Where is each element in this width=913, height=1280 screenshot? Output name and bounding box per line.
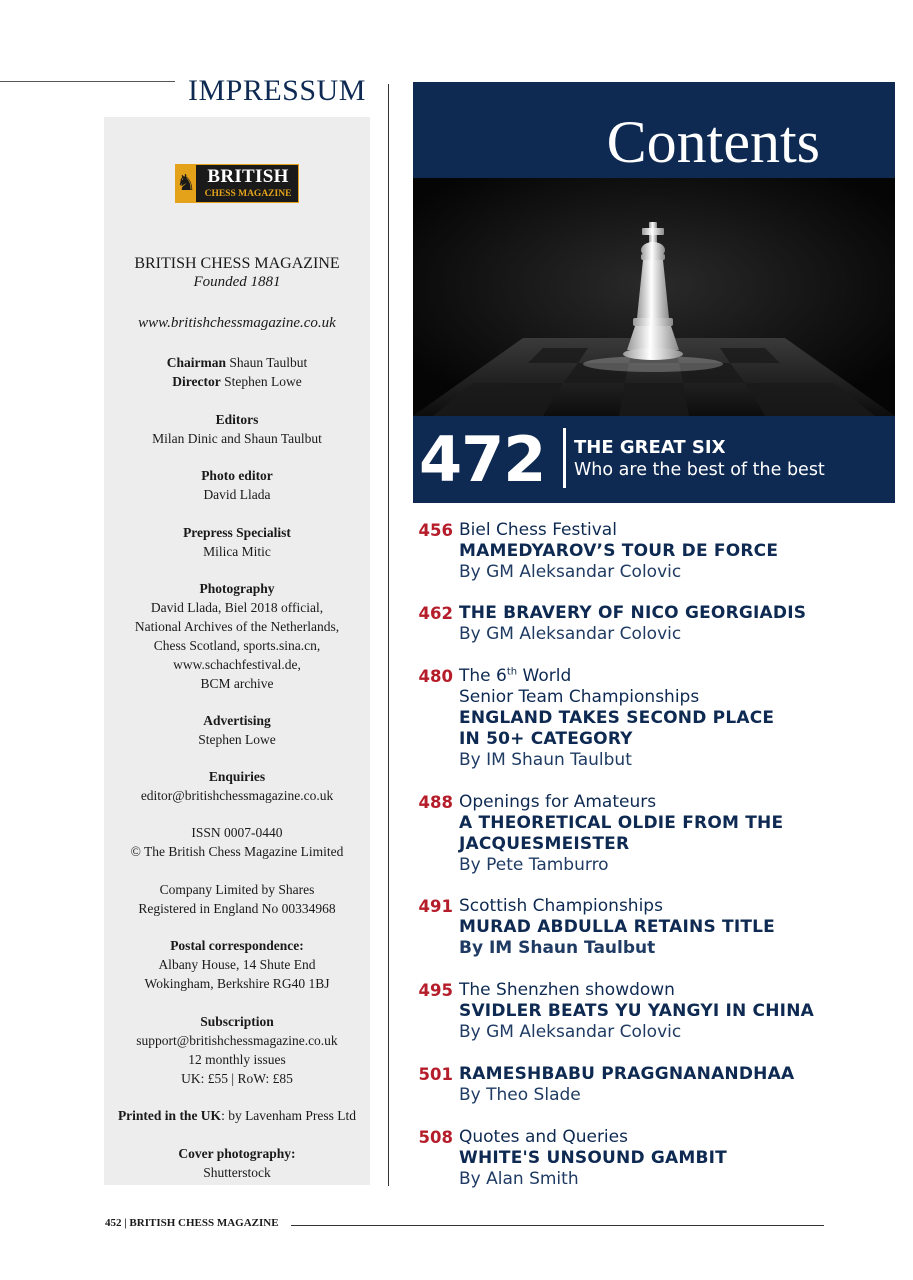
column-divider (388, 84, 389, 1186)
top-rule (0, 81, 175, 82)
entry-intro: Quotes and Queries (459, 1127, 628, 1147)
management (104, 353, 370, 391)
logo-line1: BRITISH (207, 166, 289, 187)
company-block (104, 880, 370, 918)
impressum-title: IMPRESSUM (188, 74, 366, 107)
editors: Milan Dinic and Shaun Taulbut (152, 431, 322, 446)
advertising-label: Advertising (203, 713, 271, 728)
printed-label: Printed in the UK (117, 1108, 222, 1123)
entry-page-number: 488 (418, 793, 453, 812)
contents-header (413, 82, 895, 178)
copyright: © The British Chess Magazine Limited (130, 844, 344, 859)
website: www.britishchessmagazine.co.uk (138, 315, 336, 331)
entry-page-number: 508 (418, 1128, 453, 1147)
contents-title: Contents (606, 109, 820, 175)
director: Stephen Lowe (224, 374, 302, 389)
editors-block (104, 410, 370, 448)
white-king-chess-piece-icon (413, 178, 895, 416)
masthead (104, 254, 370, 292)
photography-block (104, 579, 370, 693)
entry-author: By Alan Smith (459, 1169, 579, 1189)
postal-label: Postal correspondence: (170, 938, 304, 953)
feature-title: THE GREAT SIX (574, 437, 726, 458)
entry-intro: The Shenzhen showdown (459, 980, 675, 1000)
entry-author: By Theo Slade (459, 1085, 581, 1105)
founded: Founded 1881 (193, 274, 281, 290)
feature-page-number: 472 (419, 423, 546, 496)
photography-line: National Archives of the Netherlands, (134, 619, 340, 634)
entry-intro: Biel Chess Festival (459, 520, 617, 540)
postal-block (104, 936, 370, 993)
feature-subtitle: Who are the best of the best (574, 460, 825, 480)
impressum-panel (104, 117, 370, 1185)
subscription-issues: 12 monthly issues (188, 1052, 286, 1067)
enquiries-email: editor@britishchessmagazine.co.uk (140, 788, 334, 803)
magazine-name: BRITISH CHESS MAGAZINE (134, 255, 340, 272)
printed: : by Lavenham Press Ltd (221, 1108, 357, 1123)
logo-line2: CHESS MAGAZINE (204, 189, 292, 199)
enquiries-block (104, 767, 370, 805)
company-line1: Company Limited by Shares (159, 882, 315, 897)
prepress: Milica Mitic (203, 544, 271, 559)
entry-intro: Openings for Amateurs (459, 792, 657, 812)
photo-editor-block (104, 466, 370, 504)
photo-editor: David Llada (203, 487, 271, 502)
photography-line: www.schachfestival.de, (173, 657, 301, 672)
advertising: Stephen Lowe (198, 732, 276, 747)
entry-headline: RAMESHBABU PRAGGNANANDHAA (459, 1064, 795, 1084)
footer-rule (291, 1225, 824, 1226)
entry-author: By Pete Tamburro (459, 855, 609, 875)
bcm-logo (175, 164, 299, 203)
entry-headline: SVIDLER BEATS YU YANGYI IN CHINA (459, 1001, 814, 1021)
prepress-label: Prepress Specialist (183, 525, 291, 540)
entry-headline: ENGLAND TAKES SECOND PLACE (459, 708, 775, 728)
chairman: Shaun Taulbut (229, 355, 308, 370)
subscription-label: Subscription (200, 1014, 274, 1029)
entry-author: By GM Aleksandar Colovic (459, 624, 682, 644)
issn-block (104, 823, 370, 861)
entry-author: By GM Aleksandar Colovic (459, 1022, 682, 1042)
entry-headline-line2: JACQUESMEISTER (459, 834, 630, 854)
postal-line2: Wokingham, Berkshire RG40 1BJ (144, 976, 330, 991)
subscription-email: support@britishchessmagazine.co.uk (136, 1033, 338, 1048)
feature-article[interactable] (413, 416, 895, 503)
chairman-label: Chairman (166, 355, 226, 370)
editors-label: Editors (215, 412, 259, 427)
prepress-block (104, 523, 370, 561)
photography-line: David Llada, Biel 2018 official, (150, 600, 324, 615)
issn: ISSN 0007-0440 (191, 825, 283, 840)
entry-headline: THE BRAVERY OF NICO GEORGIADIS (459, 603, 807, 623)
entry-page-number: 501 (418, 1065, 453, 1084)
entry-page-number: 480 (418, 667, 453, 686)
entry-headline: WHITE'S UNSOUND GAMBIT (459, 1148, 727, 1168)
entry-author: By IM Shaun Taulbut (459, 938, 656, 958)
entry-author: By GM Aleksandar Colovic (459, 562, 682, 582)
page-footer: 452 | BRITISH CHESS MAGAZINE (105, 1217, 279, 1229)
entry-page-number: 491 (418, 897, 453, 916)
photo-editor-label: Photo editor (201, 468, 273, 483)
entry-intro: Scottish Championships (459, 896, 663, 916)
entry-headline: MAMEDYAROV’S TOUR DE FORCE (459, 541, 779, 561)
hero-image (413, 178, 895, 416)
entry-intro-line2: Senior Team Championships (459, 687, 700, 707)
subscription-block (104, 1012, 370, 1088)
printed-block (104, 1106, 370, 1125)
entry-author: By IM Shaun Taulbut (459, 750, 632, 770)
feature-divider (563, 428, 566, 488)
cover-credit: Shutterstock (203, 1165, 271, 1180)
photography-line: BCM archive (200, 676, 274, 691)
photography-label: Photography (199, 581, 275, 596)
postal-line1: Albany House, 14 Shute End (158, 957, 316, 972)
entry-page-number: 462 (418, 604, 453, 623)
cover-label: Cover photography: (178, 1146, 296, 1161)
knight-icon: ♞ (176, 165, 196, 202)
photography-line: Chess Scotland, sports.sina.cn, (153, 638, 321, 653)
entry-headline-line2: IN 50+ CATEGORY (459, 729, 633, 749)
entry-page-number: 495 (418, 981, 453, 1000)
advertising-block (104, 711, 370, 749)
enquiries-label: Enquiries (208, 769, 266, 784)
entry-headline: MURAD ABDULLA RETAINS TITLE (459, 917, 775, 937)
entry-headline: A THEORETICAL OLDIE FROM THE (459, 813, 784, 833)
cover-block (104, 1144, 370, 1182)
entry-page-number: 456 (418, 521, 453, 540)
entry-intro: The 6th World (459, 666, 572, 686)
director-label: Director (172, 374, 221, 389)
company-line2: Registered in England No 00334968 (138, 901, 336, 916)
subscription-price: UK: £55 | RoW: £85 (181, 1071, 293, 1086)
